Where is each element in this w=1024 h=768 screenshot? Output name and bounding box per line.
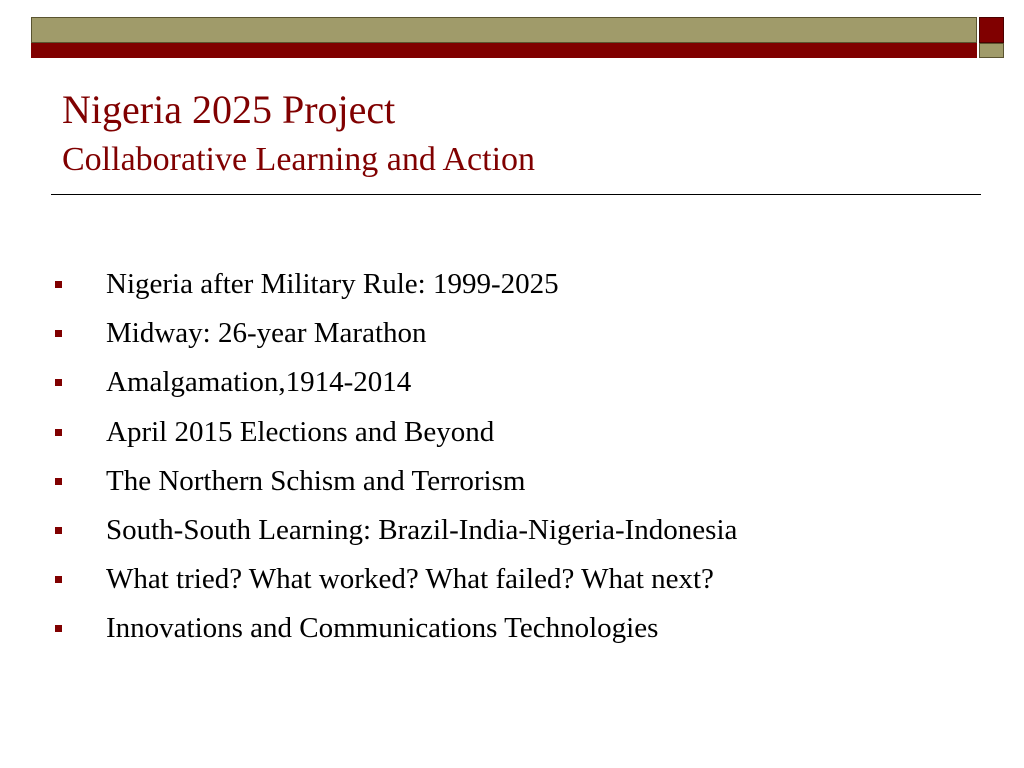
slide-title: Nigeria 2025 Project	[62, 87, 396, 132]
bullet-text: What tried? What worked? What failed? What next?	[106, 563, 714, 596]
bullet-text: Innovations and Communications Technologies	[106, 612, 659, 645]
header-corner-square-olive	[979, 43, 1004, 58]
square-bullet-icon	[55, 478, 62, 485]
square-bullet-icon	[55, 527, 62, 534]
title-divider	[51, 194, 981, 195]
bullet-text: April 2015 Elections and Beyond	[106, 415, 495, 448]
square-bullet-icon	[55, 429, 62, 436]
bullet-text: Nigeria after Military Rule: 1999-2025	[106, 268, 559, 300]
bullet-text: Midway: 26-year Marathon	[106, 317, 427, 350]
header-corner-square-red	[979, 17, 1004, 43]
header-band-red	[31, 43, 977, 58]
slide-subtitle: Collaborative Learning and Action	[62, 141, 536, 178]
header-band-olive	[31, 17, 977, 43]
square-bullet-icon	[55, 576, 62, 583]
bullet-text: South-South Learning: Brazil-India-Nigeria-Indonesia	[106, 513, 738, 546]
square-bullet-icon	[55, 281, 62, 288]
square-bullet-icon	[55, 625, 62, 632]
bullet-text: The Northern Schism and Terrorism	[106, 464, 526, 497]
square-bullet-icon	[55, 330, 62, 337]
square-bullet-icon	[55, 379, 62, 386]
bullet-text: Amalgamation,1914-2014	[106, 366, 412, 399]
